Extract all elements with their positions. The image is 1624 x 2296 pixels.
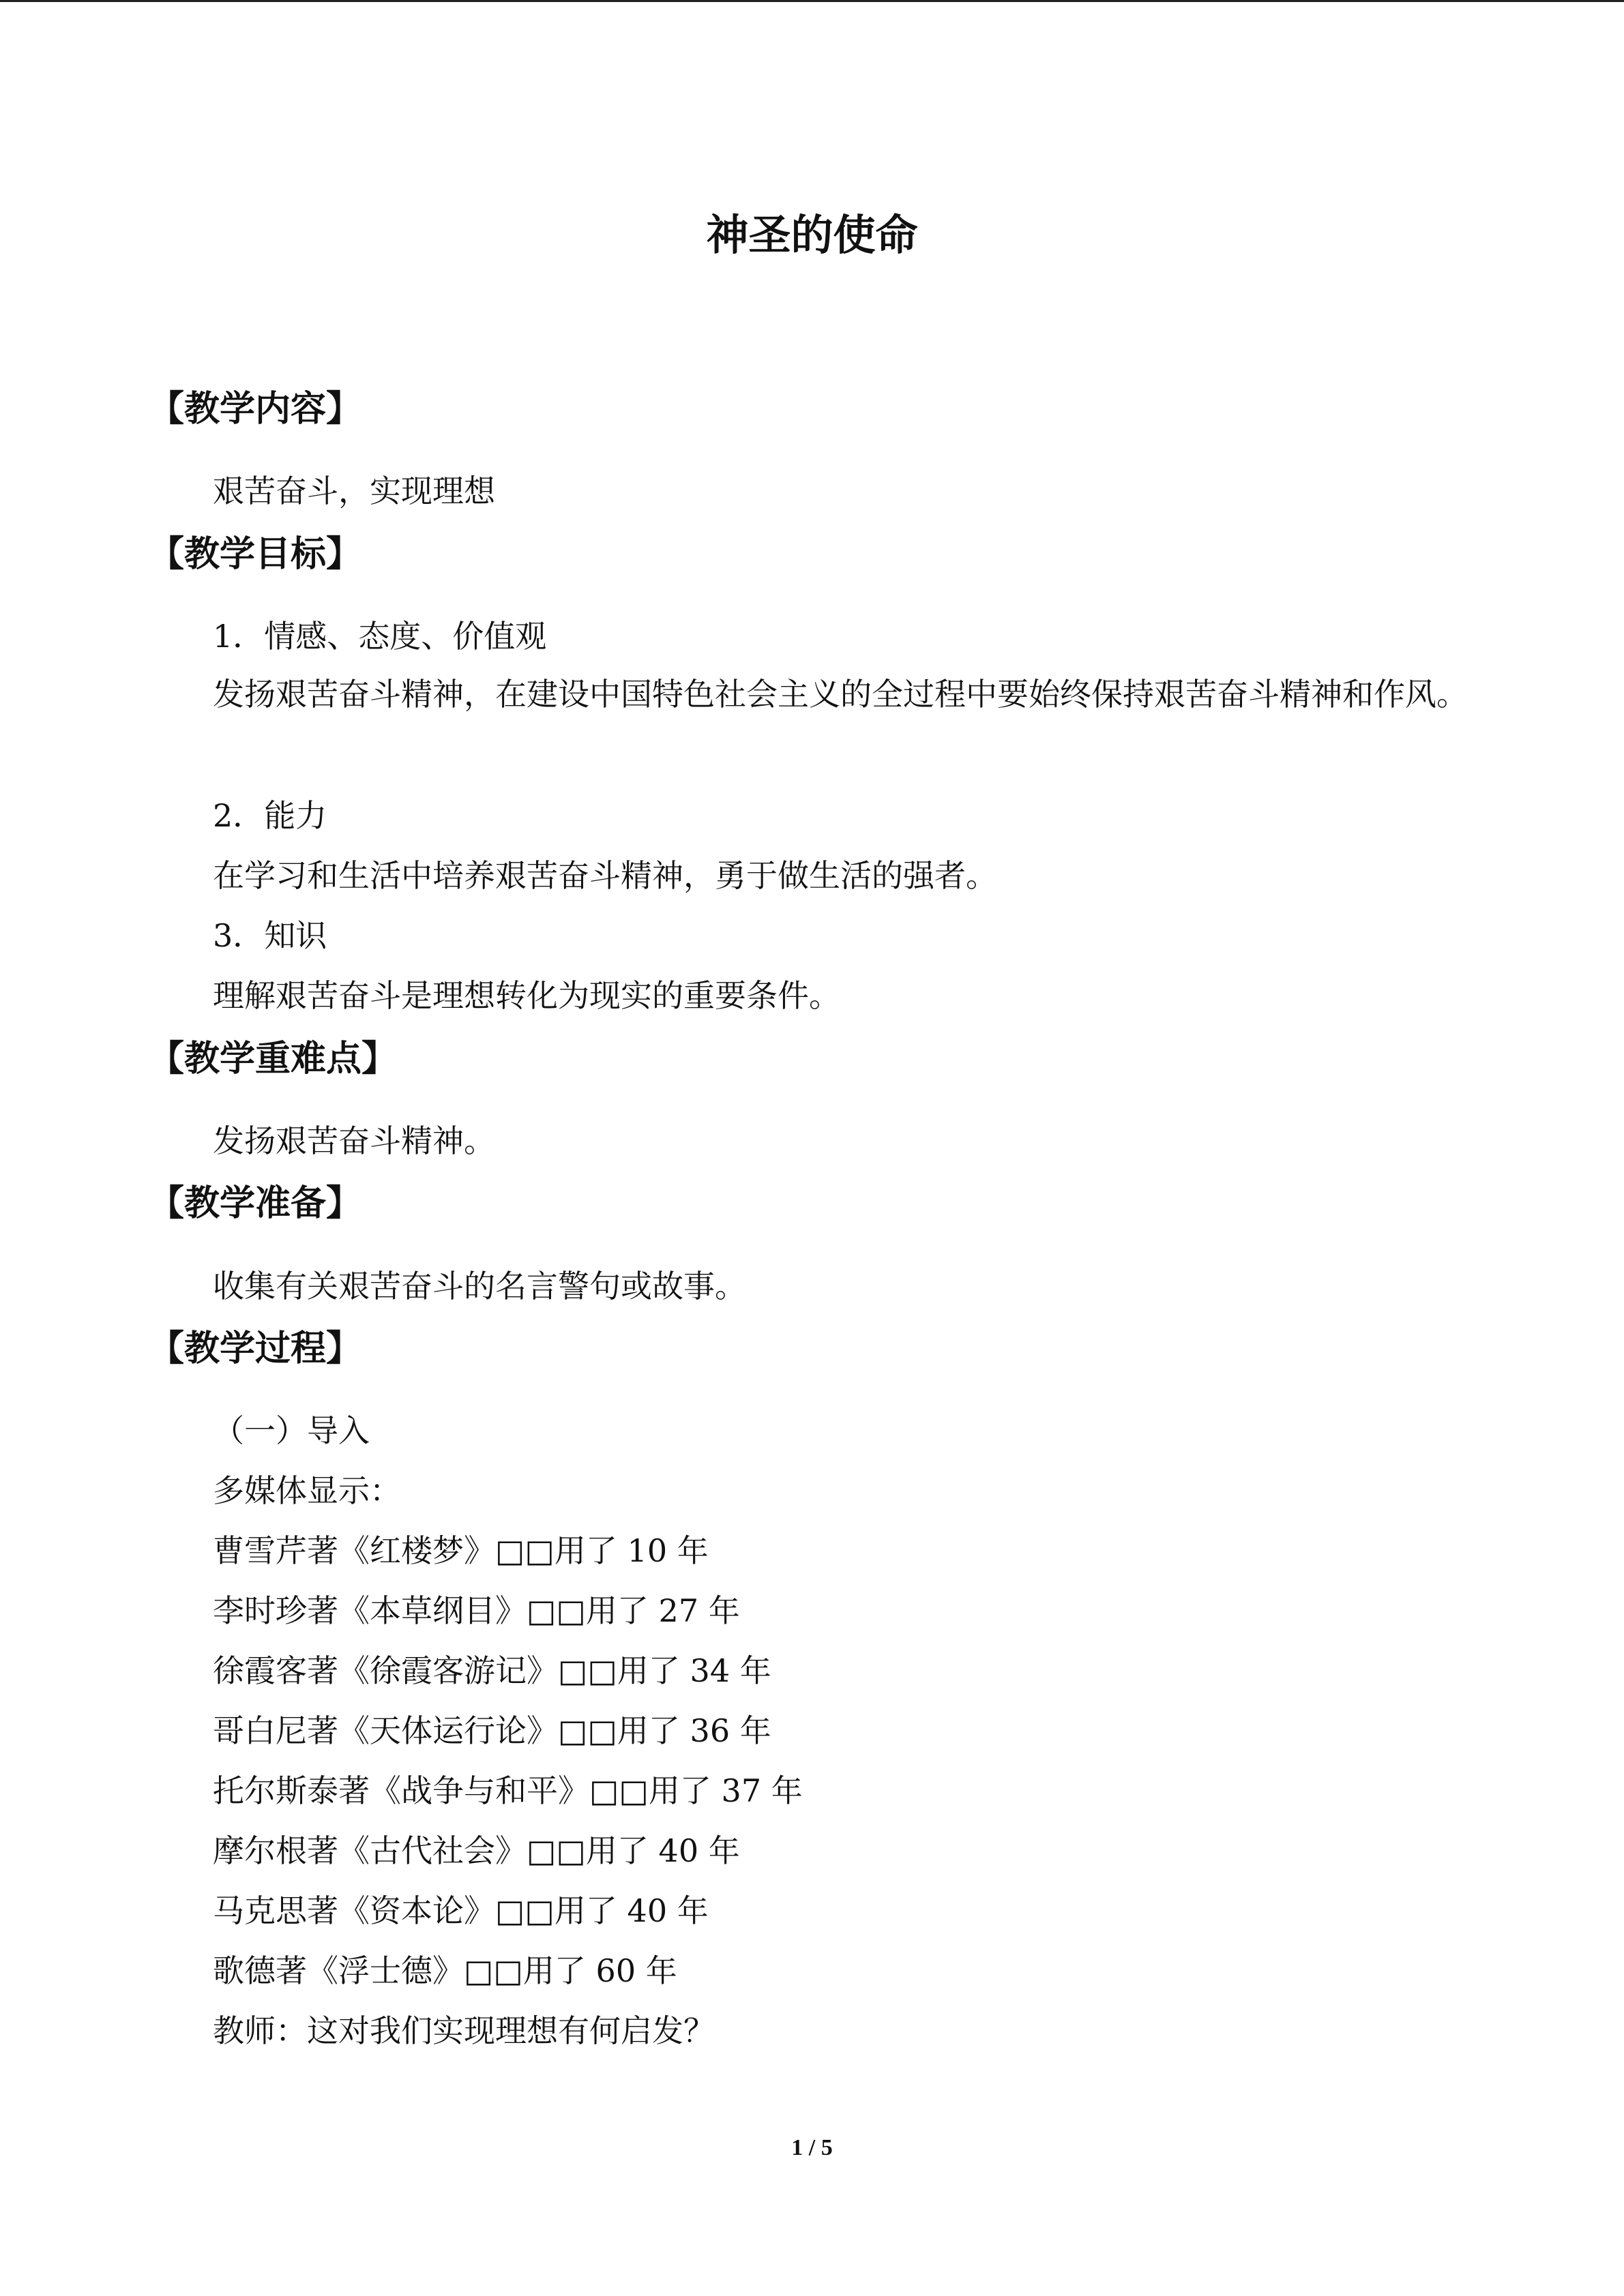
- teacher-question: 教师：这对我们实现理想有何启发？: [213, 2012, 715, 2049]
- heading-preparation: 【教学准备】: [149, 1183, 362, 1224]
- process-step-intro: （一）导入: [213, 1412, 370, 1449]
- goal-item-1-text: 发扬艰苦奋斗精神，在建设中国特色社会主义的全过程中要始终保持艰苦奋斗精神和作风。: [213, 676, 1468, 713]
- goal-item-2-text: 在学习和生活中培养艰苦奋斗精神，勇于做生活的强者。: [213, 857, 997, 894]
- multimedia-label: 多媒体显示：: [213, 1472, 401, 1509]
- document-title: 神圣的使命: [706, 210, 918, 260]
- work-list-item: 曹雪芹著《红楼梦》□□用了 10 年: [213, 1532, 709, 1569]
- work-list-item: 李时珍著《本草纲目》□□用了 27 年: [213, 1592, 740, 1629]
- teaching-content-text: 艰苦奋斗，实现理想: [213, 473, 495, 509]
- heading-teaching-goals: 【教学目标】: [149, 534, 362, 575]
- preparation-text: 收集有关艰苦奋斗的名言警句或故事。: [213, 1268, 746, 1304]
- goal-item-3: 3．知识: [213, 917, 327, 954]
- goal-item-3-text: 理解艰苦奋斗是理想转化为现实的重要条件。: [213, 977, 840, 1014]
- top-border-line: [0, 0, 1624, 2]
- goal-item-2: 2．能力: [213, 797, 327, 834]
- work-list-item: 歌德著《浮士德》□□用了 60 年: [213, 1952, 677, 1989]
- key-points-text: 发扬艰苦奋斗精神。: [213, 1122, 495, 1159]
- page-number: 1 / 5: [791, 2135, 833, 2160]
- work-list-item: 托尔斯泰著《战争与和平》□□用了 37 年: [213, 1772, 803, 1809]
- work-list-item: 摩尔根著《古代社会》□□用了 40 年: [213, 1832, 740, 1869]
- work-list-item: 徐霞客著《徐霞客游记》□□用了 34 年: [213, 1652, 771, 1689]
- work-list-item: 哥白尼著《天体运行论》□□用了 36 年: [213, 1712, 771, 1749]
- work-list-item: 马克思著《资本论》□□用了 40 年: [213, 1892, 709, 1929]
- heading-teaching-process: 【教学过程】: [149, 1328, 362, 1369]
- goal-item-1: 1．情感、态度、价值观: [213, 618, 547, 655]
- heading-teaching-content: 【教学内容】: [149, 389, 362, 430]
- heading-key-points: 【教学重难点】: [149, 1039, 398, 1079]
